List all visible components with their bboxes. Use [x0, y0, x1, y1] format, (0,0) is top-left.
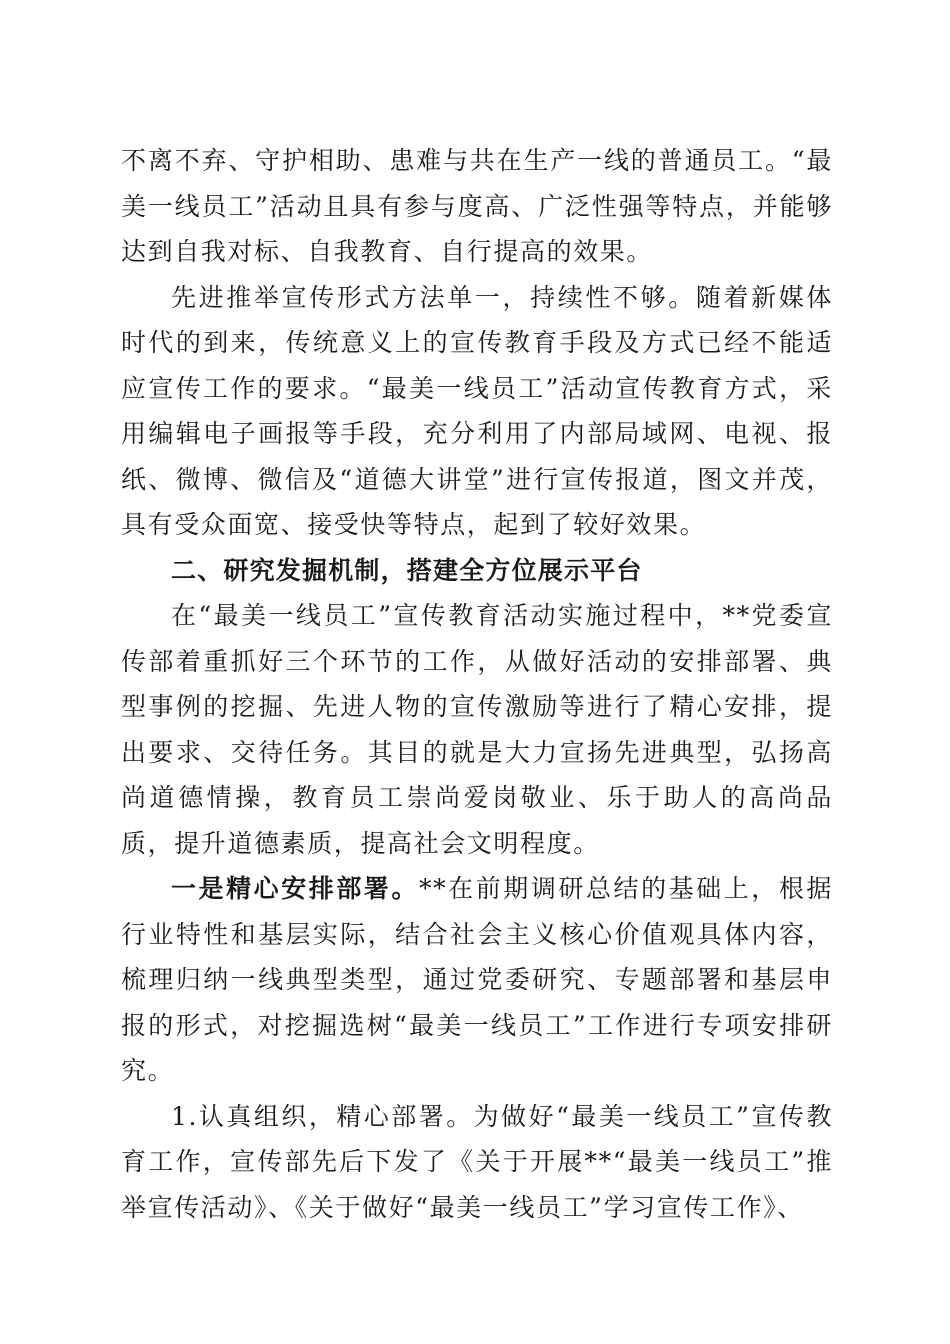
section-heading: 二、研究发掘机制，搭建全方位展示平台 — [171, 555, 643, 585]
paragraph-publicity-methods: 先进推举宣传形式方法单一，持续性不够。随着新媒体时代的到来，传统意义上的宣传教育手段及方式已经不能适应宣传工作的要求。“最美一线员工”活动宣传教育方式，采用编辑电子画报等手段，充分利用了内部局域网、电视、报纸、微博、微信及“道德大讲堂”进行宣传报道，图文并茂，具有受众面宽、接受快等特点，起到了较好效果。 — [121, 282, 833, 539]
paragraph-organize: 1.认真组织，精心部署。为做好“最美一线员工”宣传教育工作，宣传部先后下发了《关于开展**“最美一线员工”推举宣传活动》、《关于做好“最美一线员工”学习宣传工作》、 — [121, 1101, 833, 1222]
paragraph-continuation: 不离不弃、守护相助、患难与共在生产一线的普通员工。“最美一线员工”活动且具有参与度高、广泛性强等特点，并能够达到自我对标、自我教育、自行提高的效果。 — [121, 146, 833, 266]
paragraph-arrangement-body: **在前期调研总结的基础上，根据行业特性和基层实际，结合社会主义核心价值观具体内容，梳理归纳一线典型类型，通过党委研究、专题部署和基层申报的形式，对挖掘选树“最美一线员工”工作进行专项安排研究。 — [121, 874, 833, 1085]
paragraph-lead-phrase: 一是精心安排部署。 — [171, 874, 420, 903]
document-body — [121, 138, 833, 1230]
paragraph-arrangement — [121, 866, 833, 1094]
paragraph-implementation: 在“最美一线员工”宣传教育活动实施过程中，**党委宣传部着重抓好三个环节的工作，从做好活动的安排部署、典型事例的挖掘、先进人物的宣传激励等进行了精心安排，提出要求、交待任务。其目的就是大力宣扬先进典型，弘扬高尚道德情操，教育员工崇尚爱岗敬业、乐于助人的高尚品质，提升道德素质，提高社会文明程度。 — [121, 601, 833, 858]
